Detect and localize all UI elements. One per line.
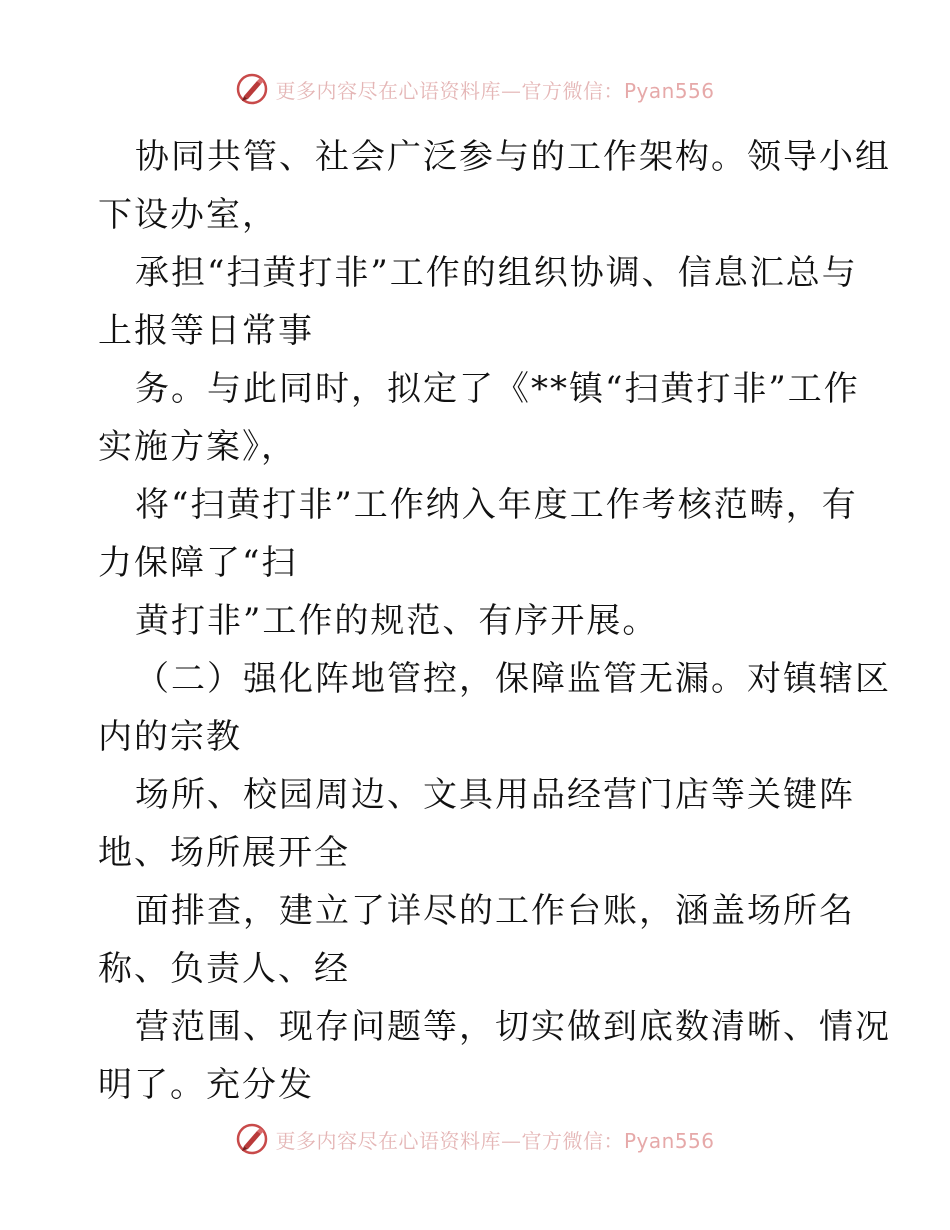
document-body xyxy=(98,128,891,1114)
text-line: 力保障了“扫 xyxy=(98,543,298,583)
footer-watermark xyxy=(0,1122,950,1156)
text-line: 将“扫黄打非”工作纳入年度工作考核范畴，有 xyxy=(135,485,858,525)
text-line: 面排查，建立了详尽的工作台账，涵盖场所名 xyxy=(135,891,855,931)
pen-logo-icon xyxy=(235,72,269,106)
text-line: 黄打非”工作的规范、有序开展。 xyxy=(135,601,659,641)
text-line: 地、场所展开全 xyxy=(98,833,350,873)
text-line: 实施方案》， xyxy=(98,427,297,467)
watermark-main: 更多内容尽在心语资料库 xyxy=(275,78,501,103)
watermark-suffix: 官方微信： xyxy=(521,1128,624,1153)
watermark-id: Pyan556 xyxy=(623,78,715,103)
text-line: 协同共管、社会广泛参与的工作架构。领导小组 xyxy=(135,137,891,177)
pen-logo-icon xyxy=(235,1122,269,1156)
text-line: 内的宗教 xyxy=(98,717,242,757)
text-line: 营范围、现存问题等，切实做到底数清晰、情况 xyxy=(135,1007,891,1047)
watermark-separator: — xyxy=(500,78,522,103)
text-line: 明了。充分发 xyxy=(98,1065,314,1105)
watermark-text xyxy=(275,75,714,104)
text-line: 承担“扫黄打非”工作的组织协调、信息汇总与 xyxy=(135,253,858,293)
header-watermark xyxy=(0,72,950,106)
watermark-text xyxy=(275,1125,714,1154)
text-line: 上报等日常事 xyxy=(98,311,314,351)
watermark-suffix: 官方微信： xyxy=(521,78,624,103)
text-line: 务。与此同时，拟定了《**镇“扫黄打非”工作 xyxy=(135,369,860,409)
text-line: 称、负责人、经 xyxy=(98,949,350,989)
watermark-main: 更多内容尽在心语资料库 xyxy=(275,1128,501,1153)
text-line: （二）强化阵地管控，保障监管无漏。对镇辖区 xyxy=(135,659,891,699)
text-line: 场所、校园周边、文具用品经营门店等关键阵 xyxy=(135,775,855,815)
watermark-id: Pyan556 xyxy=(623,1128,715,1153)
watermark-separator: — xyxy=(500,1128,522,1153)
text-line: 下设办室， xyxy=(98,195,278,235)
